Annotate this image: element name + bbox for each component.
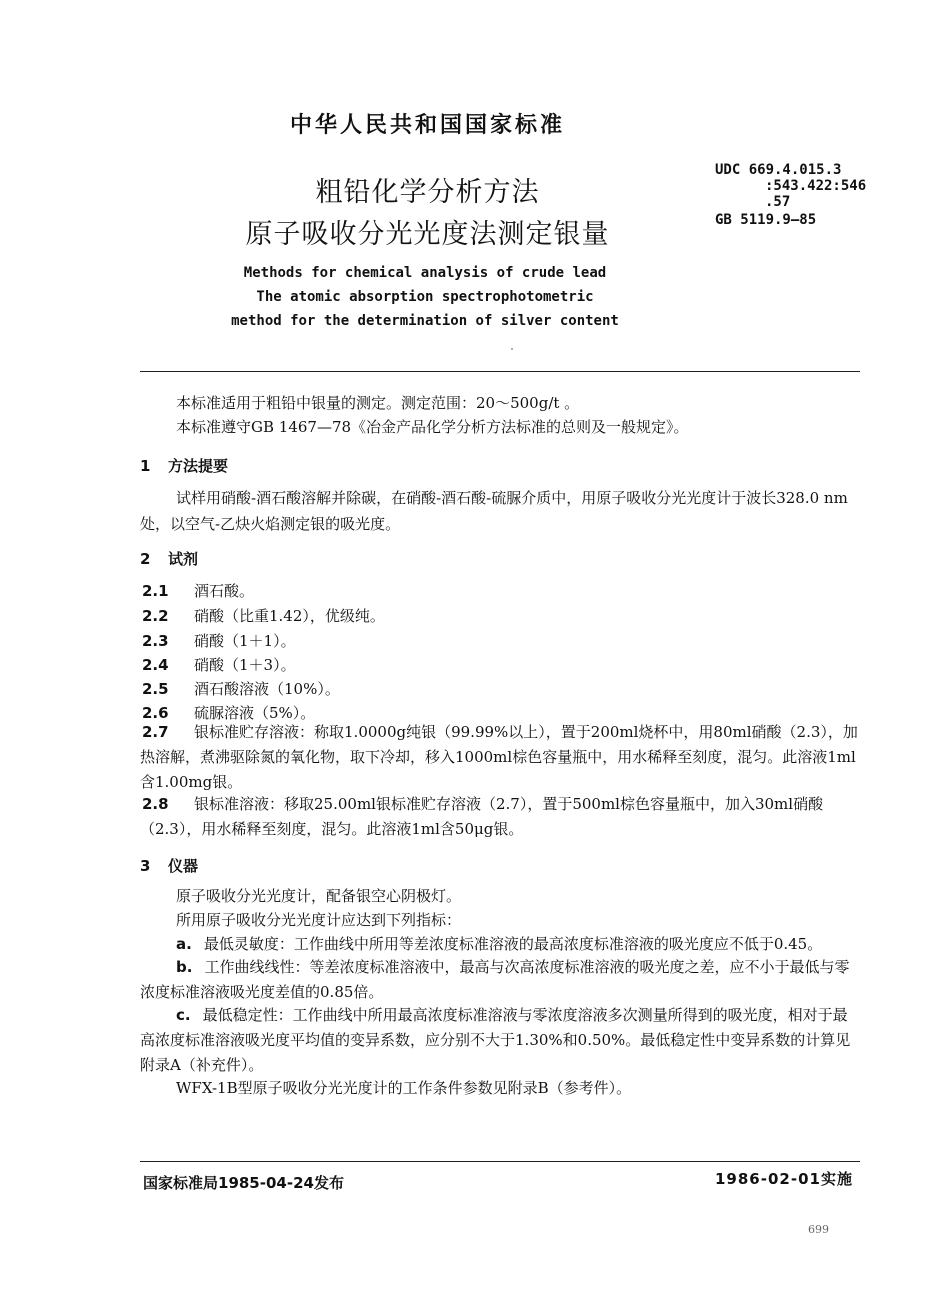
intro-reference: 本标准遵守GB 1467—78《冶金产品化学分析方法标准的总则及一般规定》。	[176, 418, 689, 436]
section-title: 方法提要	[168, 457, 229, 475]
reagent-item	[140, 720, 860, 795]
footer-divider	[140, 1161, 860, 1162]
udc-code-line1: UDC 669.4.015.3	[715, 162, 842, 178]
criterion-text: 最低稳定性：工作曲线中所用最高浓度标准溶液与零浓度溶液多次测量所得到的吸光度，相对于最高浓度标准溶液吸光度平均值的变异系数，应分别不大于1.30%和0.50%。最低稳定性中变异系数的计算见附录A（补充件）。	[140, 1006, 851, 1074]
item-number: 2.3	[142, 632, 169, 650]
reagent-item	[140, 578, 860, 604]
item-text: 银标准溶液：移取25.00ml银标准贮存溶液（2.7），置于500ml棕色容量瓶中，加入30ml硝酸（2.3），用水稀释至刻度，混匀。此溶液1ml含50μg银。	[140, 795, 824, 838]
reagent-item	[140, 628, 860, 654]
udc-code-line2: :543.422:546	[765, 178, 867, 194]
section-title: 仪器	[168, 857, 199, 875]
item-number: 2.5	[142, 680, 169, 698]
item-text: 酒石酸。	[194, 582, 255, 600]
item-text: 硝酸（比重1.42），优级纯。	[194, 607, 385, 625]
section-number: 1	[140, 457, 151, 475]
reagent-item	[140, 676, 860, 702]
reagent-item	[140, 603, 860, 629]
section-number: 3	[140, 857, 151, 875]
criterion-b	[140, 955, 860, 1005]
item-text: 酒石酸溶液（10%）。	[194, 680, 340, 698]
issue-date: 国家标准局1985-04-24发布	[143, 1174, 344, 1192]
section-1-heading	[140, 455, 228, 476]
title-cn-line2: 原子吸收分光光度法测定银量	[245, 219, 610, 250]
scan-speck	[511, 348, 513, 350]
section-number: 2	[140, 550, 151, 568]
udc-block	[715, 162, 866, 228]
criterion-label: a.	[176, 935, 192, 953]
item-number: 2.6	[142, 704, 169, 722]
gb-code: GB 5119.9—85	[715, 212, 817, 228]
instrument-requirements: 所用原子吸收分光光度计应达到下列指标：	[176, 911, 462, 929]
section-title: 试剂	[168, 550, 199, 568]
reagent-item	[140, 792, 860, 842]
reagent-item	[140, 652, 860, 678]
instrument-text: 原子吸收分光光度计，配备银空心阴极灯。	[176, 887, 462, 905]
title-en-line1: Methods for chemical analysis of crude lead	[243, 265, 607, 281]
page-number: 699	[808, 1223, 829, 1236]
issuing-body-heading: 中华人民共和国国家标准	[289, 113, 565, 138]
criterion-label: c.	[176, 1006, 191, 1024]
header-divider	[140, 371, 860, 372]
instrument-appendix-note: WFX-1B型原子吸收分光光度计的工作条件参数见附录B（参考件）。	[176, 1079, 632, 1097]
section-2-heading	[140, 548, 198, 569]
item-number: 2.2	[142, 607, 169, 625]
title-en-line3: method for the determination of silver content	[231, 313, 619, 329]
title-cn-line1: 粗铅化学分析方法	[315, 177, 540, 208]
item-text: 硫脲溶液（5%）。	[194, 704, 316, 722]
section-1-text: 试样用硝酸-酒石酸溶解并除碳，在硝酸-酒石酸-硫脲介质中，用原子吸收分光光度计于波长328.0 nm处，以空气-乙炔火焰测定银的吸光度。	[140, 489, 848, 533]
item-text: 硝酸（1＋1）。	[194, 632, 296, 650]
section-3-heading	[140, 855, 198, 876]
item-text: 银标准贮存溶液：称取1.0000g纯银（99.99%以上），置于200ml烧杯中，用80ml硝酸（2.3），加热溶解，煮沸驱除氮的氧化物，取下冷却，移入1000ml棕色容量瓶中，用水稀释至刻度，混匀。此溶液1ml含1.00mg银。	[140, 723, 858, 791]
intro-scope: 本标准适用于粗铅中银量的测定。测定范围：20～500g/t 。	[176, 394, 580, 412]
criterion-text: 最低灵敏度：工作曲线中所用等差浓度标准溶液的最高浓度标准溶液的吸光度应不低于0.45。	[203, 935, 823, 953]
item-text: 硝酸（1＋3）。	[194, 656, 296, 674]
criterion-text: 工作曲线线性：等差浓度标准溶液中，最高与次高浓度标准溶液的吸光度之差，应不小于最低与零浓度标准溶液吸光度差值的0.85倍。	[140, 958, 850, 1001]
criterion-a	[140, 931, 860, 957]
item-number: 2.8	[142, 795, 169, 813]
effective-date: 1986-02-01实施	[715, 1170, 853, 1188]
item-number: 2.1	[142, 582, 169, 600]
criterion-c	[140, 1003, 860, 1078]
title-en-line2: The atomic absorption spectrophotometric	[256, 289, 594, 305]
udc-code-line3: .57	[765, 194, 791, 210]
item-number: 2.7	[142, 723, 169, 741]
criterion-label: b.	[176, 958, 193, 976]
item-number: 2.4	[142, 656, 169, 674]
